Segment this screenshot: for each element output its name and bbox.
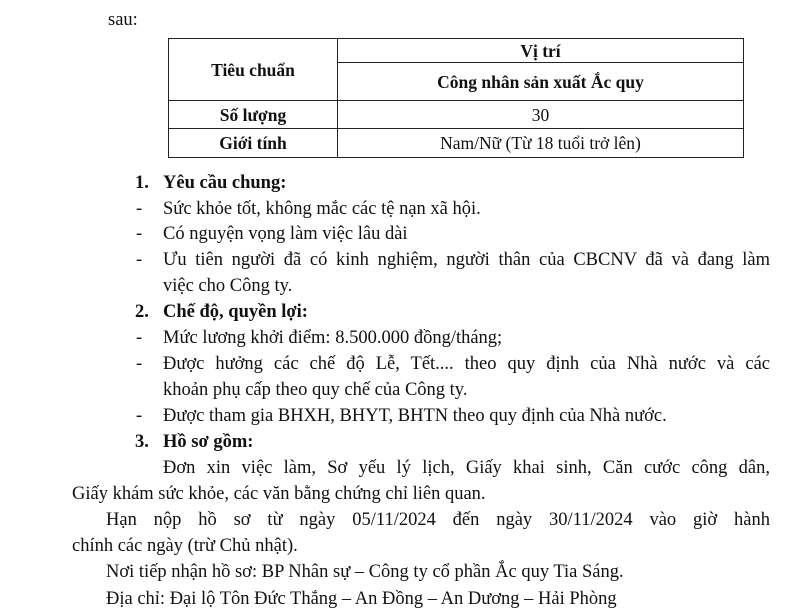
paragraph-line: Đơn xin việc làm, Sơ yếu lý lịch, Giấy khai sinh, Căn cước công dân, [163,458,770,478]
list-item-continuation: khoản phụ cấp theo quy chế của Công ty. [163,380,468,400]
bullet-dash: - [136,354,143,374]
bullet-dash: - [136,199,143,219]
section1-title: Yêu cầu chung: [163,173,287,193]
list-item: Sức khỏe tốt, không mắc các tệ nạn xã hội. [163,199,481,219]
bullet-dash: - [136,224,143,244]
list-item: Mức lương khởi điểm: 8.500.000 đồng/tháng; [163,328,503,348]
recruitment-table [168,38,744,158]
list-item: Ưu tiên người đã có kinh nghiệm, người thân của CBCNV đã và đang làm [163,250,770,270]
section3-title: Hồ sơ gồm: [163,432,254,452]
bullet-dash: - [136,406,143,426]
section2-number: 2. [135,302,149,322]
bullet-dash: - [136,250,143,270]
list-item: Có nguyện vọng làm việc lâu dài [163,224,408,244]
bullet-dash: - [136,328,143,348]
intro-text: sau: [108,10,138,30]
header-position: Vị trí [338,39,744,63]
header-criteria: Tiêu chuẩn [169,39,338,101]
row-value-gender: Nam/Nữ (Từ 18 tuổi trở lên) [338,129,744,158]
paragraph-line: Giấy khám sức khỏe, các văn bằng chứng chỉ liên quan. [72,484,486,504]
paragraph-line: Nơi tiếp nhận hồ sơ: BP Nhân sự – Công ty cổ phần Ắc quy Tia Sáng. [106,562,624,582]
row-value-quantity: 30 [338,101,744,129]
paragraph-line: Hạn nộp hồ sơ từ ngày 05/11/2024 đến ngày 30/11/2024 vào giờ hành [106,510,770,530]
section3-number: 3. [135,432,149,452]
paragraph-line: chính các ngày (trừ Chủ nhật). [72,536,298,556]
position-name: Công nhân sản xuất Ắc quy [338,63,744,101]
list-item: Được hưởng các chế độ Lễ, Tết.... theo quy định của Nhà nước và các [163,354,770,374]
row-label-gender: Giới tính [169,129,338,158]
paragraph-line: Địa chỉ: Đại lộ Tôn Đức Thắng – An Đồng – An Dương – Hải Phòng [106,589,617,609]
list-item: Được tham gia BHXH, BHYT, BHTN theo quy định của Nhà nước. [163,406,667,426]
section2-title: Chế độ, quyền lợi: [163,302,308,322]
row-label-quantity: Số lượng [169,101,338,129]
list-item-continuation: việc cho Công ty. [163,276,293,296]
section1-number: 1. [135,173,149,193]
